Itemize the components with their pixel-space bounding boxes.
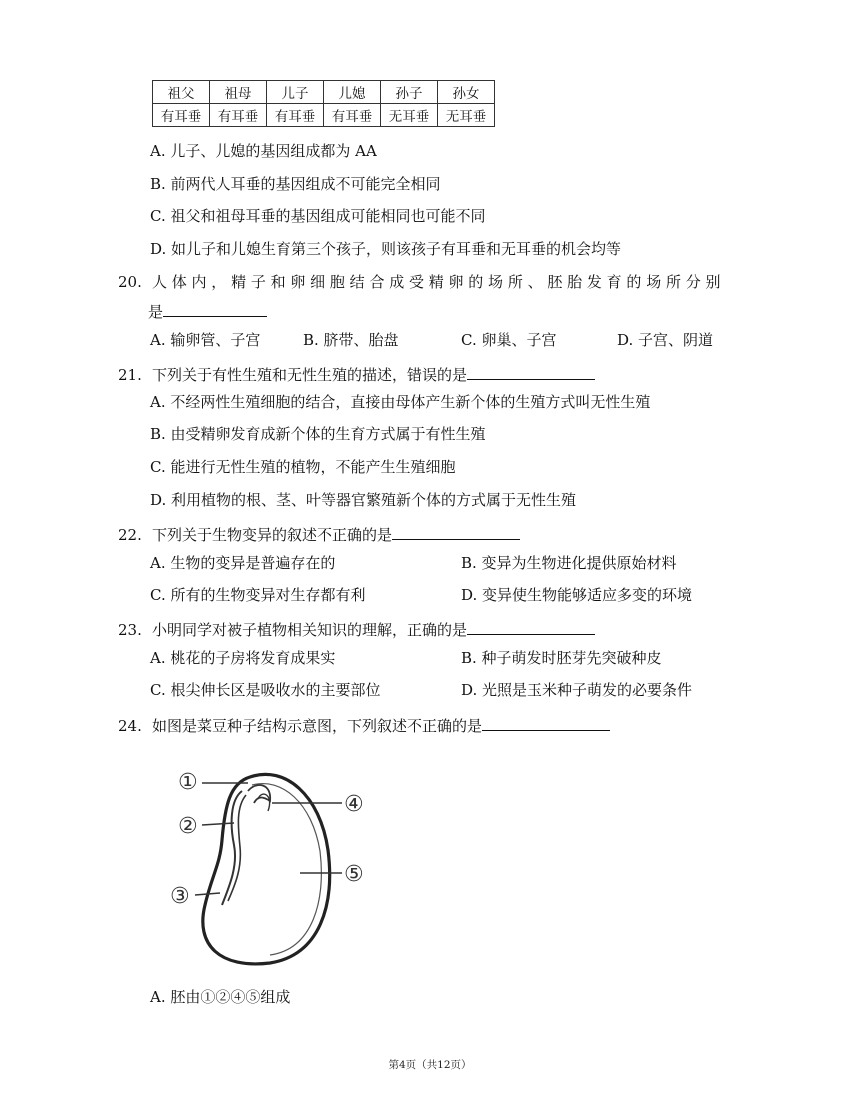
label-1: ① (178, 770, 198, 795)
table-cell: 有耳垂 (210, 104, 267, 127)
table-cell: 无耳垂 (381, 104, 438, 127)
q24-option-a: A. 胚由①②④⑤组成 (150, 988, 291, 1006)
plumule (248, 785, 270, 803)
q24-number: 24. (118, 717, 142, 735)
label-2: ② (178, 814, 198, 839)
answer-blank[interactable] (392, 523, 520, 540)
cotyledon-edge (252, 784, 321, 955)
earlobe-trait-table (152, 80, 495, 127)
q23-option-b: B. 种子萌发时胚芽先突破种皮 (461, 649, 662, 667)
bean-seed-diagram (150, 755, 390, 975)
q22-text: 下列关于生物变异的叙述不正确的是 (152, 526, 393, 544)
answer-blank[interactable] (163, 300, 267, 317)
q22-number: 22. (118, 526, 142, 544)
q23-option-a: A. 桃花的子房将发育成果实 (150, 649, 336, 667)
q21-option-a: A. 不经两性生殖细胞的结合，直接由母体产生新个体的生殖方式叫无性生殖 (150, 393, 651, 411)
table-cell: 有耳垂 (267, 104, 324, 127)
q22-option-c: C. 所有的生物变异对生存都有利 (150, 586, 366, 604)
q19-option-b: B. 前两代人耳垂的基因组成不可能完全相同 (150, 175, 441, 193)
table-row (153, 104, 495, 127)
q19-option-d: D. 如儿子和儿媳生育第三个孩子，则该孩子有耳垂和无耳垂的机会均等 (150, 240, 622, 258)
table-header-cell: 儿媳 (324, 81, 381, 104)
q19-option-a: A. 儿子、儿媳的基因组成都为 AA (150, 142, 377, 160)
q20-option-b: B. 脐带、胎盘 (303, 331, 399, 349)
q23-option-d: D. 光照是玉米种子萌发的必要条件 (461, 681, 693, 699)
q20-option-c: C. 卵巢、子宫 (461, 331, 557, 349)
plumule-leaf (258, 794, 270, 811)
label-4: ④ (344, 792, 364, 817)
q19-option-c: C. 祖父和祖母耳垂的基因组成可能相同也可能不同 (150, 207, 486, 225)
q22-option-d: D. 变异使生物能够适应多变的环境 (461, 586, 693, 604)
leader-line-3 (195, 893, 220, 895)
embryo-axis-inner (228, 795, 246, 901)
label-3: ③ (170, 884, 190, 909)
leader-line-2 (202, 823, 234, 825)
q24-stem (118, 714, 610, 736)
q22-option-a: A. 生物的变异是普遍存在的 (150, 554, 336, 572)
q20-text: 人 体 内 ， 精 子 和 卵 细 胞 结 合 成 受 精 卵 的 场 所 、 胚 胎 发 育 的 场 所 分 别 (152, 273, 721, 291)
q23-number: 23. (118, 621, 142, 639)
q21-stem (118, 363, 595, 385)
q21-option-c: C. 能进行无性生殖的植物，不能产生生殖细胞 (150, 458, 456, 476)
label-5: ⑤ (344, 862, 364, 887)
q20-number: 20. (118, 273, 142, 291)
table-cell: 有耳垂 (324, 104, 381, 127)
q20-option-a: A. 输卵管、子宫 (150, 331, 261, 349)
q23-option-c: C. 根尖伸长区是吸收水的主要部位 (150, 681, 381, 699)
table-header-cell: 祖父 (153, 81, 210, 104)
q22-option-b: B. 变异为生物进化提供原始材料 (461, 554, 677, 572)
q21-text: 下列关于有性生殖和无性生殖的描述，错误的是 (152, 366, 468, 384)
answer-blank[interactable] (467, 618, 595, 635)
answer-blank[interactable] (467, 363, 595, 380)
q23-text: 小明同学对被子植物相关知识的理解，正确的是 (152, 621, 468, 639)
q21-option-d: D. 利用植物的根、茎、叶等器官繁殖新个体的方式属于无性生殖 (150, 491, 577, 509)
table-header-row (153, 81, 495, 104)
q20-option-d: D. 子宫、阴道 (617, 331, 714, 349)
q23-stem (118, 618, 595, 640)
q22-stem (118, 523, 520, 545)
q21-option-b: B. 由受精卵发育成新个体的生育方式属于有性生殖 (150, 425, 486, 443)
answer-blank[interactable] (482, 714, 610, 731)
q21-number: 21. (118, 366, 142, 384)
table-header-cell: 孙子 (381, 81, 438, 104)
q20-stem-line2 (148, 300, 267, 322)
q20-text-cont: 是 (148, 303, 164, 321)
table-header-cell: 儿子 (267, 81, 324, 104)
table-cell: 无耳垂 (438, 104, 495, 127)
page-footer: 第4页（共12页） (388, 1059, 472, 1071)
table-cell: 有耳垂 (153, 104, 210, 127)
table-header-cell: 祖母 (210, 81, 267, 104)
table-header-cell: 孙女 (438, 81, 495, 104)
q24-text: 如图是菜豆种子结构示意图，下列叙述不正确的是 (152, 717, 483, 735)
q20-stem-line1 (118, 272, 721, 292)
